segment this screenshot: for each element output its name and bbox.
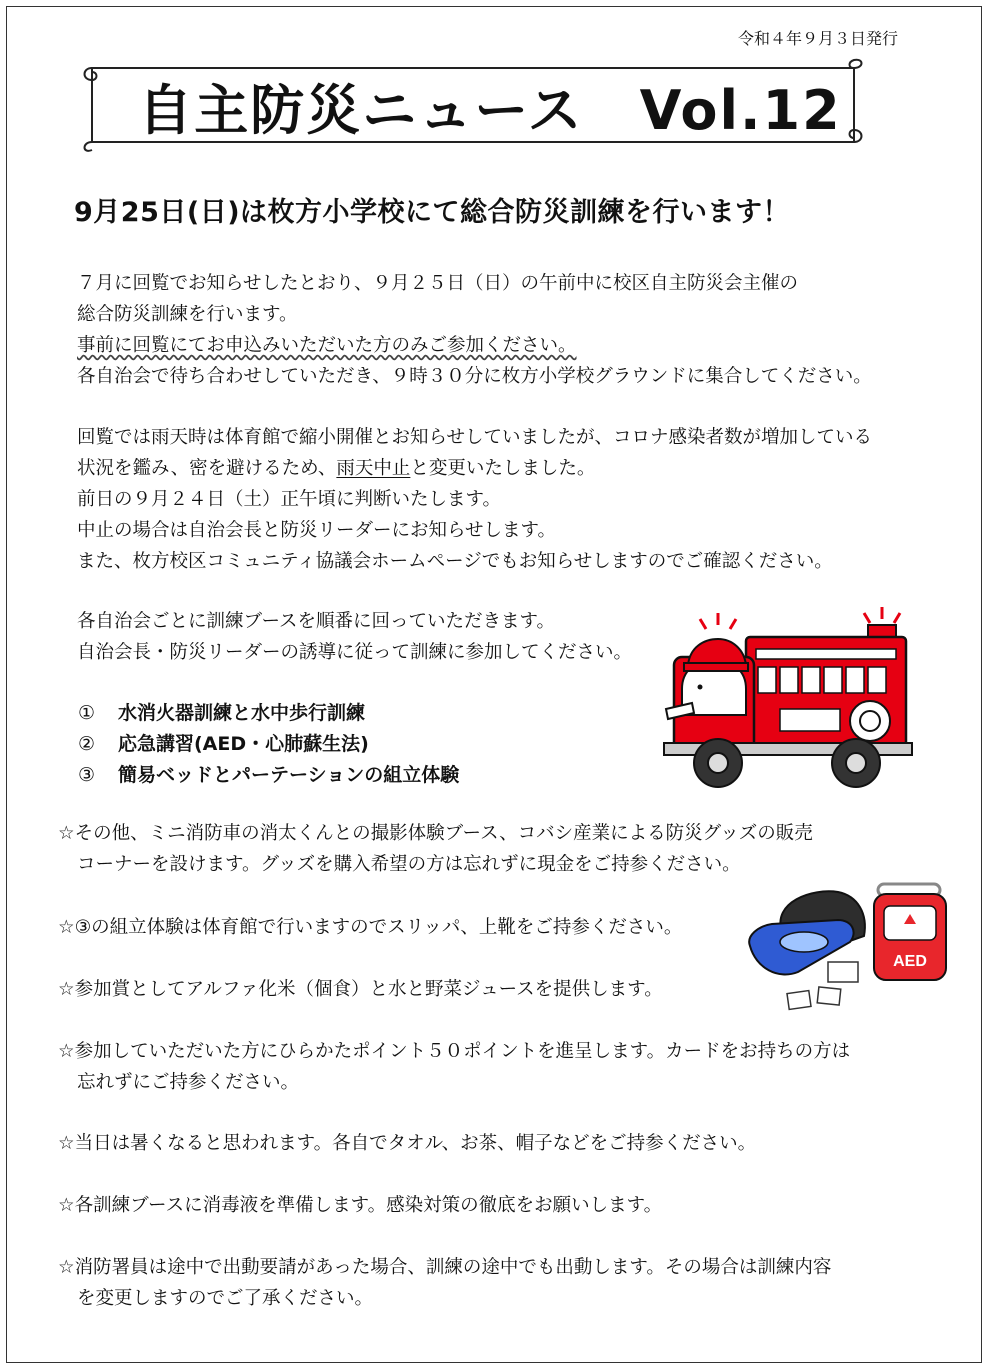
item-label: 応急講習(AED・心肺蘇生法) bbox=[118, 733, 369, 755]
note-line: ☆当日は暑くなると思われます。各自でタオル、お茶、帽子などをご持参ください。 bbox=[58, 1133, 757, 1154]
intro-paragraph bbox=[77, 268, 872, 392]
note-heat bbox=[58, 1128, 756, 1159]
note-line: ☆消防署員は途中で出動要請があった場合、訓練の途中でも出動します。その場合は訓練内容 bbox=[58, 1257, 832, 1278]
list-item bbox=[78, 729, 459, 760]
list-item bbox=[78, 698, 459, 729]
rain-line: 中止の場合は自治会長と防災リーダーにお知らせします。 bbox=[77, 520, 556, 541]
title-banner bbox=[78, 58, 868, 154]
note-line: コーナーを設けます。グッズを購入希望の方は忘れずに現金をご持参ください。 bbox=[77, 854, 741, 875]
issue-date: 令和４年９月３日発行 bbox=[737, 29, 898, 48]
item-number: ① bbox=[78, 702, 96, 724]
rain-line: 前日の９月２４日（土）正午頃に判断いたします。 bbox=[77, 489, 502, 510]
item-number: ③ bbox=[78, 764, 96, 786]
booth-line: 各自治会ごとに訓練ブースを順番に回っていただきます。 bbox=[77, 611, 556, 632]
note-line: ☆③の組立体験は体育館で行いますのでスリッパ、上靴をご持参ください。 bbox=[58, 917, 683, 938]
rain-line: 回覧では雨天時は体育館で縮小開催とお知らせしていましたが、コロナ感染者数が増加している bbox=[77, 427, 872, 448]
list-item bbox=[78, 760, 459, 791]
note-photo-booth bbox=[58, 818, 813, 880]
rain-policy-paragraph bbox=[77, 422, 872, 577]
registration-note: 事前に回覧にてお申込みいただいた方のみご参加ください。 bbox=[77, 335, 577, 356]
fire-truck-illustration bbox=[660, 605, 920, 795]
item-label: 水消火器訓練と水中歩行訓練 bbox=[118, 702, 366, 724]
item-number: ② bbox=[78, 733, 96, 755]
aed-label: AED bbox=[893, 953, 927, 970]
intro-line: ７月に回覧でお知らせしたとおり、９月２５日（日）の午前中に校区自主防災会主催の bbox=[77, 273, 798, 294]
note-firefighters bbox=[58, 1252, 831, 1314]
note-line: ☆各訓練ブースに消毒液を準備します。感染対策の徹底をお願いします。 bbox=[58, 1195, 663, 1216]
note-points bbox=[58, 1036, 850, 1098]
intro-line: 総合防災訓練を行います。 bbox=[77, 304, 298, 325]
intro-line: 各自治会で待ち合わせしていただき、９時３０分に枚方小学校グラウンドに集合してください。 bbox=[77, 366, 872, 387]
rain-cancel-text: 雨天中止 bbox=[336, 458, 411, 479]
newsletter-title: 自主防災ニュース Vol.12 bbox=[138, 78, 842, 142]
note-line: ☆参加賞としてアルファ化米（個食）と水と野菜ジュースを提供します。 bbox=[58, 979, 663, 1000]
note-line: を変更しますのでご了承ください。 bbox=[77, 1288, 374, 1309]
note-participation-gift bbox=[58, 974, 663, 1005]
booth-paragraph bbox=[77, 606, 632, 668]
note-disinfectant bbox=[58, 1190, 662, 1221]
booth-line: 自治会長・防災リーダーの誘導に従って訓練に参加してください。 bbox=[77, 642, 633, 663]
rain-line-part: 状況を鑑み、密を避けるため、 bbox=[77, 458, 337, 479]
event-headline: 9月25日(日)は枚方小学校にて総合防災訓練を行います！ bbox=[74, 197, 791, 228]
note-slippers bbox=[58, 912, 682, 943]
rain-line: また、枚方校区コミュニティ協議会ホームページでもお知らせしますのでご確認ください。 bbox=[77, 551, 833, 572]
note-line: ☆その他、ミニ消防車の消太くんとの撮影体験ブース、コバシ産業による防災グッズの販売 bbox=[58, 823, 813, 844]
note-line: ☆参加していただいた方にひらかたポイント５０ポイントを進呈します。カードをお持ちの方は bbox=[58, 1041, 851, 1062]
rain-line-part: と変更いたしました。 bbox=[410, 458, 596, 479]
note-line: 忘れずにご持参ください。 bbox=[77, 1072, 300, 1093]
aed-illustration bbox=[742, 880, 952, 1020]
training-list bbox=[78, 698, 459, 791]
item-label: 簡易ベッドとパーテーションの組立体験 bbox=[118, 764, 460, 786]
